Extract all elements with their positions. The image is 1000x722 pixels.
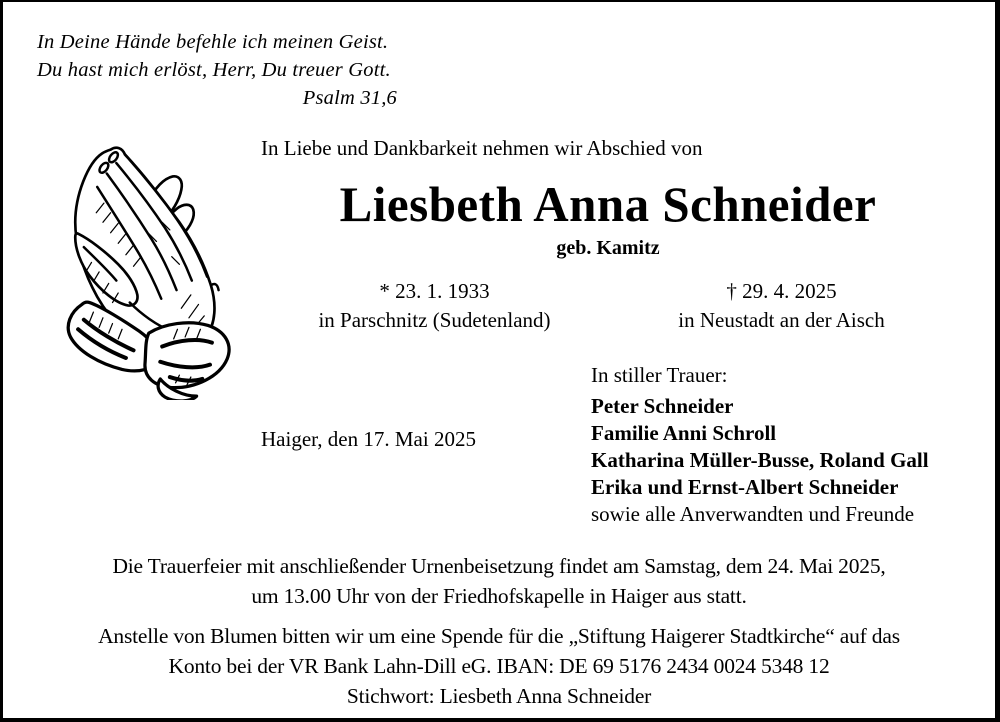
- mourner-name: Peter Schneider: [591, 394, 734, 418]
- birth-info: [261, 277, 608, 335]
- quote-attribution: Psalm 31,6: [302, 87, 397, 109]
- death-info: [608, 277, 955, 335]
- mourner-name: Erika und Ernst-Albert Schneider: [591, 475, 899, 499]
- maiden-name: geb. Kamitz: [556, 237, 660, 259]
- donation-line-1: Anstelle von Blumen bitten wir um eine Spende für die „Stiftung Haigerer Stadtkirche“ auf das: [98, 624, 900, 648]
- mourning-heading: In stiller Trauer:: [591, 363, 728, 387]
- funeral-line-2: um 13.00 Uhr von der Friedhofskapelle in Haiger aus statt.: [251, 584, 747, 608]
- intro-line: In Liebe und Dankbarkeit nehmen wir Abschied von: [261, 136, 703, 160]
- funeral-line-1: Die Trauerfeier mit anschließender Urnenbeisetzung findet am Samstag, dem 24. Mai 2025,: [112, 554, 886, 578]
- mourner-name: Familie Anni Schroll: [591, 421, 777, 445]
- death-place: in Neustadt an der Aisch: [678, 308, 885, 332]
- donation-info: [3, 621, 995, 711]
- main-column: [261, 136, 955, 335]
- funeral-info: [3, 551, 995, 611]
- bible-quote: [37, 28, 399, 112]
- praying-hands-icon: [49, 142, 241, 400]
- life-dates: [261, 277, 955, 335]
- place-date-line: Haiger, den 17. Mai 2025: [261, 427, 476, 451]
- death-date: † 29. 4. 2025: [726, 279, 837, 303]
- donation-line-2: Konto bei der VR Bank Lahn-Dill eG. IBAN: DE 69 5176 2434 0024 5348 12: [168, 654, 830, 678]
- mourner-name: Katharina Müller-Busse, Roland Gall: [591, 448, 929, 472]
- deceased-name: Liesbeth Anna Schneider: [339, 176, 877, 232]
- donation-line-3: Stichwort: Liesbeth Anna Schneider: [346, 684, 652, 708]
- mourning-block: [591, 362, 955, 528]
- quote-line-2: Du hast mich erlöst, Herr, Du treuer Gott.: [37, 59, 391, 81]
- birth-date: * 23. 1. 1933: [379, 279, 490, 303]
- mourning-closing: sowie alle Anverwandten und Freunde: [591, 502, 915, 526]
- quote-line-1: In Deine Hände befehle ich meinen Geist.: [37, 31, 389, 53]
- birth-place: in Parschnitz (Sudetenland): [318, 308, 551, 332]
